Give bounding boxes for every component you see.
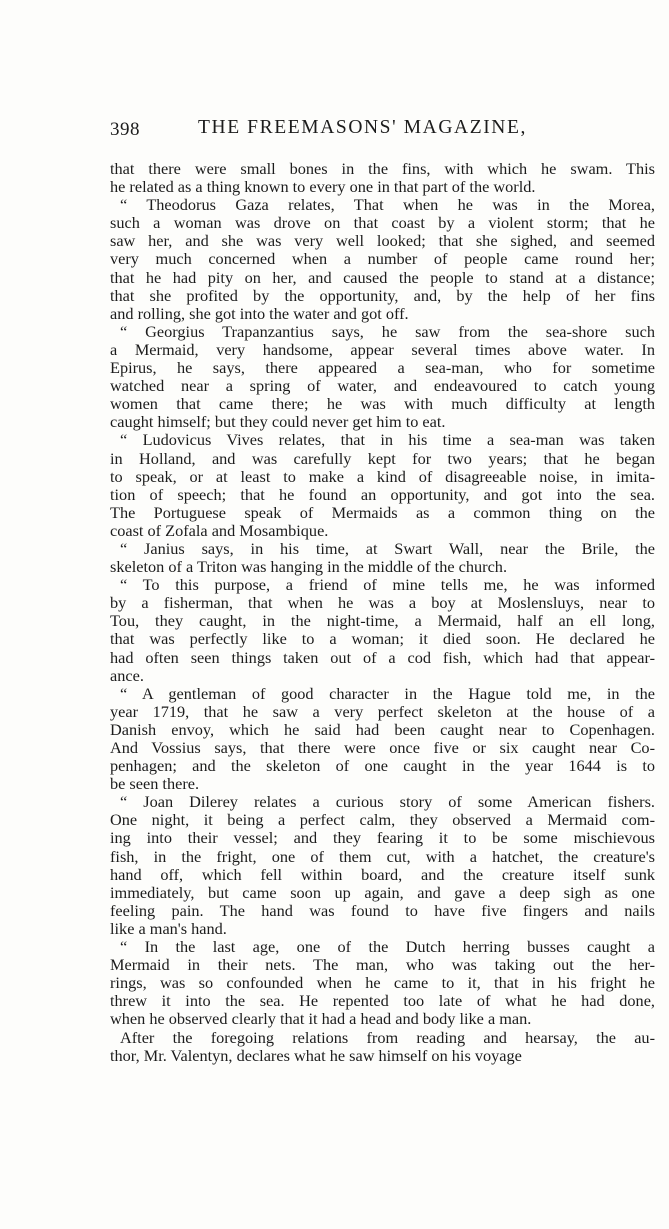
text-line: and rolling, she got into the water and got off. [110,303,409,323]
text-line: “ Joan Dilerey relates a curious story of some American fishers. [120,792,655,812]
running-title: THE FREEMASONS' MAGAZINE, [198,117,527,138]
paragraph [110,685,655,794]
text-line: had often seen things taken out of a cod fish, which had that appear- [110,647,655,667]
paragraph [110,196,655,323]
text-line: threw it into the sea. He repented too late of what he had done, [110,991,655,1011]
text-line: saw her, and she was very well looked; that she sighed, and seemed [110,231,655,251]
text-line: watched near a spring of water, and endeavoured to catch young [110,376,655,396]
page-number: 398 [110,119,140,140]
text-line: a Mermaid, very handsome, appear several times above water. In [110,339,655,359]
text-line: he related as a thing known to every one in that part of the world. [110,177,536,197]
text-line: “ To this purpose, a friend of mine tells me, he was informed [120,575,655,595]
text-line: feeling pain. The hand was found to have five fingers and nails [110,900,655,920]
text-line: coast of Zofala and Mosambique. [110,520,329,540]
text-line: women that came there; he was with much difficulty at length [110,394,655,414]
paragraph [110,323,655,432]
text-line: ing into their vessel; and they fearing it to be some mischievous [110,828,655,848]
text-line: Mermaid in their nets. The man, who was taking out the her- [110,955,655,975]
text-line: “ Theodorus Gaza relates, That when he was in the Morea, [120,195,655,215]
text-line: caught himself; but they could never get him to eat. [110,412,446,432]
text-line: penhagen; and the skeleton of one caught in the year 1644 is to [110,756,655,776]
text-line: that there were small bones in the fins, with which he swam. This [110,159,655,178]
text-line: The Portuguese speak of Mermaids as a common thing on the [110,502,655,522]
text-line: “ In the last age, one of the Dutch herring busses caught a [120,937,655,957]
text-line: very much concerned when a number of people came round her; [110,249,655,269]
text-line: “ Ludovicus Vives relates, that in his time a sea-man was taken [120,430,655,450]
text-line: One night, it being a perfect calm, they observed a Mermaid com- [110,810,655,830]
text-line: “ Georgius Trapanzantius says, he saw from the sea-shore such [120,321,655,341]
paragraph [110,160,655,196]
text-line: fish, in the fright, one of them cut, with a hatchet, the creature's [110,846,655,866]
text-line: hand off, which fell within board, and the creature itself sunk [110,864,655,884]
text-line: ance. [110,665,144,685]
text-line: year 1719, that he saw a very perfect skeleton at the house of a [110,701,655,721]
text-line: such a woman was drove on that coast by a violent storm; that he [110,213,655,233]
text-line: by a fisherman, that when he was a boy at Moslensluys, near to [110,593,655,613]
page-header [110,117,655,147]
text-line: skeleton of a Triton was hanging in the middle of the church. [110,557,508,577]
text-line: rings, was so confounded when he came to it, that in his fright he [110,973,655,993]
text-line: that he had pity on her, and caused the people to stand at a distance; [110,267,655,287]
paragraph [110,431,655,540]
text-line: tion of speech; that he found an opportunity, and got into the sea. [110,484,655,504]
text-line: like a man's hand. [110,918,227,938]
text-line: when he observed clearly that it had a head and body like a man. [110,1009,532,1029]
text-line: to speak, or at least to make a kind of disagreeable noise, in imita- [110,466,655,486]
text-line: immediately, but came soon up again, and gave a deep sigh as one [110,882,655,902]
text-line: be seen there. [110,774,200,794]
text-line: Danish envoy, which he said had been caught near to Copenhagen. [110,719,655,739]
text-line: After the foregoing relations from reading and hearsay, the au- [120,1027,655,1047]
text-line: that she profited by the opportunity, and, by the help of her fins [110,285,655,305]
text-line: Epirus, he says, there appeared a sea-man, who for sometime [110,358,655,378]
paragraph [110,1029,655,1065]
body-text [110,160,655,1065]
paragraph [110,938,655,1028]
text-line: in Holland, and was carefully kept for two years; that he began [110,448,655,468]
text-line: And Vossius says, that there were once five or six caught near Co- [110,738,655,757]
text-line: “ Janius says, in his time, at Swart Wall, near the Brile, the [120,538,655,558]
paragraph [110,540,655,576]
text-line: that was perfectly like to a woman; it died soon. He declared he [110,629,655,649]
paragraph [110,576,655,685]
text-line: “ A gentleman of good character in the Hague told me, in the [120,683,655,703]
text-line: Tou, they caught, in the night-time, a Mermaid, half an ell long, [110,611,655,631]
paragraph [110,793,655,938]
text-line: thor, Mr. Valentyn, declares what he saw himself on his voyage [110,1045,522,1065]
